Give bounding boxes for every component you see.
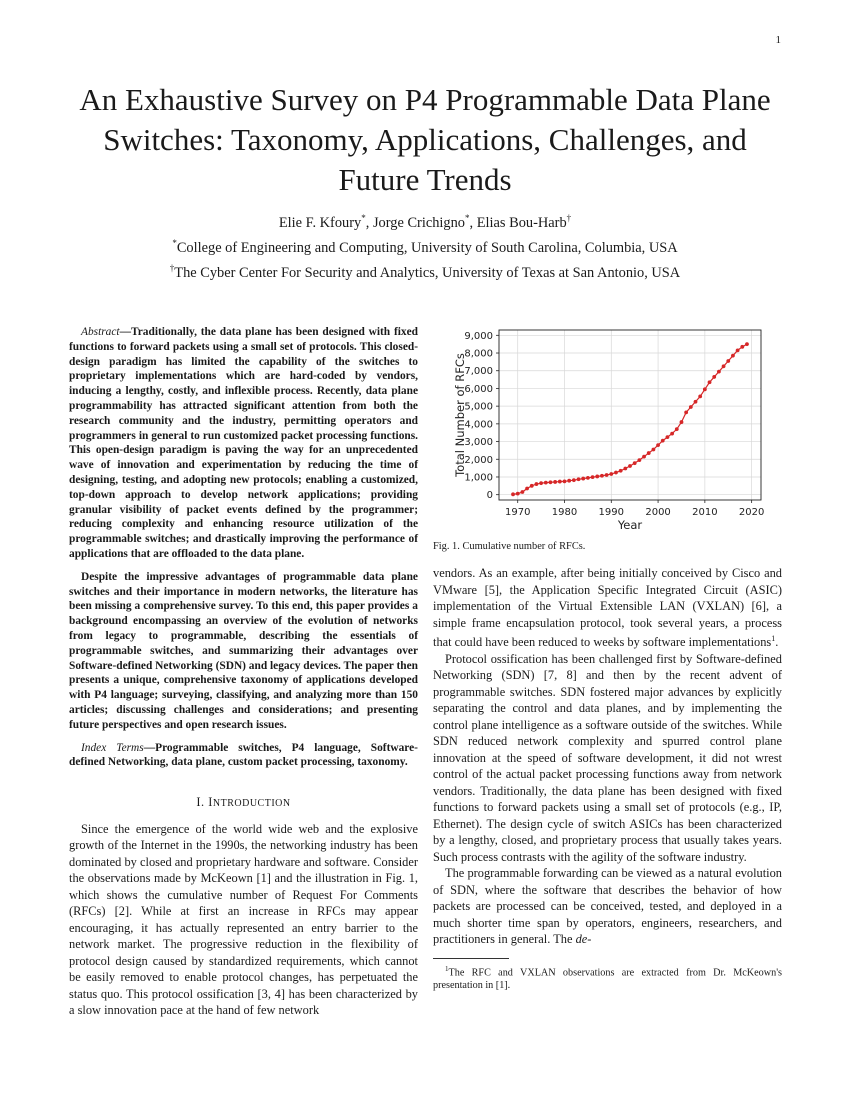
data-point bbox=[712, 375, 716, 379]
body-text: vendors. As an example, after being initially conceived by Cisco and VMware [5], the Application Specific Integrated Circuit (ASIC) implementation of the Virtual Extensible LAN (VXLAN) [6], a simple frame encapsulation protocol, took several years, a process that could have been reduced to weeks by software implementations bbox=[433, 566, 782, 650]
y-tick-label: 0 bbox=[486, 490, 493, 502]
paper-title: An Exhaustive Survey on P4 Programmable Data Plane Switches: Taxonomy, Applications, Challenges, and Future Trends bbox=[79, 82, 771, 197]
author-name: Jorge Crichigno bbox=[372, 214, 466, 231]
data-point bbox=[708, 380, 712, 384]
index-terms-label: Index Terms bbox=[81, 741, 144, 754]
page-number: 1 bbox=[775, 34, 781, 46]
section-title-rest: NTRODUCTION bbox=[212, 798, 291, 810]
index-terms-text: Programmable switches, P4 language, Software-defined Networking, data plane, custom packet processing, taxonomy. bbox=[69, 741, 418, 769]
affiliation-text: The Cyber Center For Security and Analytics, University of Texas at San Antonio, USA bbox=[174, 264, 681, 281]
data-point bbox=[544, 481, 548, 485]
x-tick-label: 1990 bbox=[598, 507, 625, 518]
figure-1 bbox=[433, 322, 783, 557]
data-point bbox=[614, 471, 618, 475]
rfc-chart bbox=[433, 322, 783, 537]
data-point bbox=[572, 478, 576, 482]
data-point bbox=[642, 455, 646, 459]
data-point bbox=[586, 476, 590, 480]
x-tick-label: 1980 bbox=[551, 507, 578, 518]
footnote-ref: 1 bbox=[771, 634, 776, 643]
data-point bbox=[680, 420, 684, 424]
data-point bbox=[703, 387, 707, 391]
abstract-text: Traditionally, the data plane has been designed with fixed functions to forward packets using a small set of protocols. This closed-design paradigm has limited the capability of the switches to proprietary implementations which are hard-coded by vendors, inducing a lengthy, costly, and inflexible process. Recently, data plane programmability has attracted significant attention from both the research community and the industry, permitting operators and programmers in general to run customized packet processing functions. This open-design paradigm is paving the way for an unprecedented wave of innovation and experimentation by reducing the time of designing, testing, and adopting new protocols; enabling a customized, top-down approach to develop network applications; providing granular visibility of packet events defined by the programmer; reducing complexity and enhancing resource utilization of the programmable switches; and drastically improving the performance of applications that are offloaded to the data plane. bbox=[69, 326, 418, 560]
y-tick-label: 1,000 bbox=[464, 472, 493, 484]
data-point bbox=[600, 474, 604, 478]
data-point bbox=[549, 480, 553, 484]
figure-caption: Fig. 1. Cumulative number of RFCs. bbox=[433, 541, 586, 552]
data-point bbox=[717, 370, 721, 374]
data-point bbox=[731, 354, 735, 358]
data-point bbox=[563, 480, 567, 484]
data-point bbox=[530, 484, 534, 488]
data-point bbox=[539, 481, 543, 485]
data-point bbox=[553, 480, 557, 484]
data-point bbox=[694, 400, 698, 404]
x-tick-label: 2020 bbox=[738, 507, 765, 518]
footnote-rule bbox=[433, 958, 509, 959]
data-point bbox=[567, 479, 571, 483]
data-point bbox=[661, 439, 665, 443]
author-name: Elias Bou-Harb bbox=[476, 214, 567, 231]
series-line bbox=[513, 344, 747, 494]
data-point bbox=[647, 451, 651, 455]
data-point bbox=[535, 482, 539, 486]
footnote-text: The RFC and VXLAN observations are extracted from Dr. McKeown's presentation in [1]. bbox=[433, 967, 782, 992]
data-point bbox=[628, 464, 632, 468]
abstract-label: Abstract bbox=[81, 326, 120, 338]
right-column bbox=[433, 565, 782, 992]
affiliation bbox=[70, 258, 780, 283]
data-point bbox=[595, 475, 599, 479]
affiliation-mark: * bbox=[172, 237, 177, 248]
author-names: Elie F. Kfoury*, Jorge Crichigno*, Elias Bou-Harb† bbox=[278, 213, 572, 231]
x-axis-label: Year bbox=[617, 518, 643, 532]
section-heading bbox=[69, 794, 418, 813]
y-tick-label: 5,000 bbox=[464, 401, 493, 413]
authors-block bbox=[70, 208, 780, 282]
data-point bbox=[722, 364, 726, 368]
section-title-initial: I bbox=[208, 795, 213, 810]
data-point bbox=[591, 475, 595, 479]
data-point bbox=[633, 461, 637, 465]
body-text: The programmable forwarding can be viewed as a natural evolution of SDN, where the software that describes the behavior of how packets are processed can be conceived, tested, and deployed in a much shorter time span by operators, engineers, researchers, and practitioners in general. The bbox=[433, 866, 782, 947]
abstract-paragraph: Abstract—Traditionally, the data plane has been designed with fixed functions to forward packets using a small set of protocols. This closed-design paradigm has limited the capability of the switches to proprietary implementations which are hard-coded by vendors, inducing a lengthy, costly, and inflexible process. Recently, data plane programmability has attracted significant attention from both the research community and the industry, permitting operators and programmers in general to run customized packet processing functions. This open-design paradigm is paving the way for an unprecedented wave of innovation and experimentation by reducing the time of designing, testing, and adopting new protocols; enabling a customized, top-down approach to develop network applications; providing granular visibility of packet events defined by the programmer; reducing complexity and enhancing resource utilization of the programmable switches; and drastically improving the performance of applications that are offloaded to the data plane. bbox=[69, 326, 418, 560]
data-point bbox=[726, 359, 730, 363]
x-tick-label: 2010 bbox=[692, 507, 718, 518]
data-point bbox=[558, 480, 562, 484]
plot-frame bbox=[499, 330, 761, 500]
y-tick-label: 8,000 bbox=[464, 348, 493, 360]
affiliation bbox=[70, 233, 780, 258]
y-tick-label: 3,000 bbox=[464, 437, 493, 449]
data-point bbox=[670, 432, 674, 436]
data-point bbox=[684, 410, 688, 414]
body-paragraph: Since the emergence of the world wide web and the explosive growth of the Internet in the 1990s, the networking industry has been dominated by closed and proprietary hardware and software. Consider the observations made by McKeown [1] and the illustration in Fig. 1, which shows the cumulative number of Request For Comments (RFCs) [2]. While at first an increase in RFCs may appear encouraging, it has actually represented an entry barrier to the network market. The progressive reduction in the flexibility of protocol design caused by standardized requirements, which cannot be easily removed to enable protocol changes, has perpetuated the status quo. This protocol ossification [3, 4] has been characterized by a slow innovation pace at the hand of few network bbox=[69, 821, 418, 1018]
x-tick-label: 1970 bbox=[504, 507, 531, 518]
data-point bbox=[651, 448, 655, 452]
data-point bbox=[516, 492, 520, 496]
data-point bbox=[745, 342, 749, 346]
y-tick-label: 9,000 bbox=[464, 330, 493, 342]
body-paragraph: Protocol ossification has been challenged first by Software-defined Networking (SDN) [7, 8] and then by the recent advent of programmable switches. SDN fostered major advances by explicitly separating the control and data planes, and by implementing the control plane intelligence as a software outside of the switches. While SDN reduced network complexity and spurred control plane innovation at the speed of software development, it did not wrest control of the actual packet processing functions away from network vendors. Traditionally, the data plane has been designed with fixed functions to forward packets using a small set of protocols (e.g., IP, Ethernet). The design cycle of switch ASICs has been characterized by a lengthy, closed, and proprietary process that usually takes years. Such process contrasts with the agility of the software industry. bbox=[433, 651, 782, 864]
section-number: I. bbox=[196, 795, 205, 810]
data-point bbox=[666, 435, 670, 439]
data-point bbox=[619, 469, 623, 473]
footnote bbox=[433, 963, 782, 992]
left-column bbox=[69, 325, 418, 1019]
data-point bbox=[698, 395, 702, 399]
data-point bbox=[525, 487, 529, 491]
data-point bbox=[577, 477, 581, 481]
y-tick-label: 4,000 bbox=[464, 419, 493, 431]
data-point bbox=[736, 348, 740, 352]
index-terms: Index Terms—Programmable switches, P4 language, Software-defined Networking, data plane, custom packet processing, taxonomy. bbox=[69, 741, 418, 769]
affiliation-text: College of Engineering and Computing, University of South Carolina, Columbia, USA bbox=[176, 239, 678, 256]
italic-tail: de- bbox=[575, 932, 592, 947]
data-point bbox=[689, 405, 693, 409]
data-point bbox=[581, 477, 585, 481]
y-axis-label: Total Number of RFCs bbox=[453, 353, 467, 477]
data-point bbox=[656, 443, 660, 447]
author-mark: † bbox=[566, 213, 572, 223]
abstract bbox=[69, 325, 418, 770]
body-paragraph bbox=[433, 865, 782, 948]
y-tick-label: 7,000 bbox=[464, 366, 493, 378]
data-point bbox=[637, 458, 641, 462]
section-body bbox=[69, 821, 418, 1019]
data-point bbox=[609, 472, 613, 476]
data-point bbox=[605, 473, 609, 477]
body-paragraph: vendors. As an example, after being initially conceived by Cisco and VMware [5], the Application Specific Integrated Circuit (ASIC) implementation of the Virtual Extensible LAN (VXLAN) [6], a simple frame encapsulation protocol, took several years, a process that could have been reduced to weeks by software implementations$^1$. bbox=[433, 566, 782, 650]
data-point bbox=[511, 492, 515, 496]
data-point bbox=[520, 490, 524, 494]
x-tick-label: 2000 bbox=[645, 507, 671, 518]
author-mark: * bbox=[361, 213, 366, 223]
abstract-paragraph: Despite the impressive advantages of programmable data plane switches and their importance in modern networks, the literature has been missing a comprehensive survey. To this end, this paper provides a background encompassing an overview of the evolution of networks from legacy to programmable, describing the essentials of programmable switches, and summarizing their advantages over Software-defined Networking (SDN) and legacy devices. The paper then presents a unique, comprehensive taxonomy of applications developed with P4 language; surveying, classifying, and analyzing more than 150 articles; discussing challenges and considerations; and presenting future perspectives and open research issues. bbox=[69, 570, 418, 731]
affiliation-mark: † bbox=[169, 262, 175, 273]
data-point bbox=[740, 345, 744, 349]
y-tick-label: 6,000 bbox=[464, 383, 493, 395]
footnote-mark: 1 bbox=[445, 964, 449, 973]
y-tick-label: 2,000 bbox=[464, 454, 493, 466]
author-mark: * bbox=[465, 213, 470, 223]
data-point bbox=[623, 467, 627, 471]
data-point bbox=[675, 427, 679, 431]
author-name: Elie F. Kfoury bbox=[278, 214, 362, 231]
